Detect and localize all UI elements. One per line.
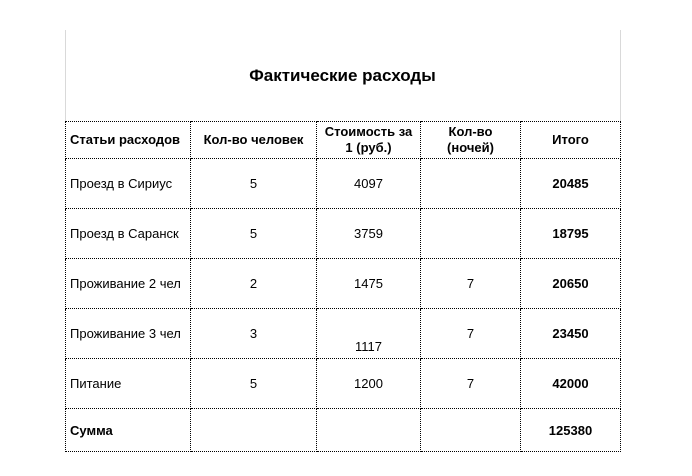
header-total: Итого — [521, 122, 621, 159]
header-unit-cost: Стоимость за 1 (руб.) — [317, 122, 421, 159]
row-total: 18795 — [521, 209, 621, 259]
header-expense-items: Статьи расходов — [66, 122, 191, 159]
expense-table — [65, 121, 621, 452]
expense-item-name: Проживание 3 чел — [66, 309, 191, 359]
table-row — [66, 159, 621, 209]
table-row — [66, 209, 621, 259]
row-total: 20485 — [521, 159, 621, 209]
people-count: 5 — [191, 359, 317, 409]
expense-item-name: Проезд в Сириус — [66, 159, 191, 209]
row-total: 20650 — [521, 259, 621, 309]
sum-empty-cell — [317, 409, 421, 452]
expense-item-name: Питание — [66, 359, 191, 409]
nights-count — [421, 159, 521, 209]
nights-count: 7 — [421, 359, 521, 409]
unit-cost: 3759 — [317, 209, 421, 259]
table-row — [66, 309, 621, 359]
grand-total: 125380 — [521, 409, 621, 452]
expense-item-name: Проезд в Саранск — [66, 209, 191, 259]
table-row — [66, 359, 621, 409]
unit-cost: 4097 — [317, 159, 421, 209]
sum-empty-cell — [421, 409, 521, 452]
nights-count: 7 — [421, 259, 521, 309]
nights-count — [421, 209, 521, 259]
row-total: 42000 — [521, 359, 621, 409]
nights-count: 7 — [421, 309, 521, 359]
row-total: 23450 — [521, 309, 621, 359]
header-nights-count: Кол-во (ночей) — [421, 122, 521, 159]
table-row — [66, 259, 621, 309]
table-header-row — [66, 122, 621, 159]
document-title: Фактические расходы — [249, 66, 436, 85]
sheet-gridline-right — [620, 30, 621, 122]
unit-cost: 1200 — [317, 359, 421, 409]
sum-empty-cell — [191, 409, 317, 452]
header-people-count: Кол-во человек — [191, 122, 317, 159]
expense-item-name: Проживание 2 чел — [66, 259, 191, 309]
people-count: 3 — [191, 309, 317, 359]
people-count: 5 — [191, 209, 317, 259]
sum-row — [66, 409, 621, 452]
sum-label: Сумма — [66, 409, 191, 452]
unit-cost: 1475 — [317, 259, 421, 309]
people-count: 5 — [191, 159, 317, 209]
people-count: 2 — [191, 259, 317, 309]
unit-cost: 1117 — [317, 309, 421, 359]
